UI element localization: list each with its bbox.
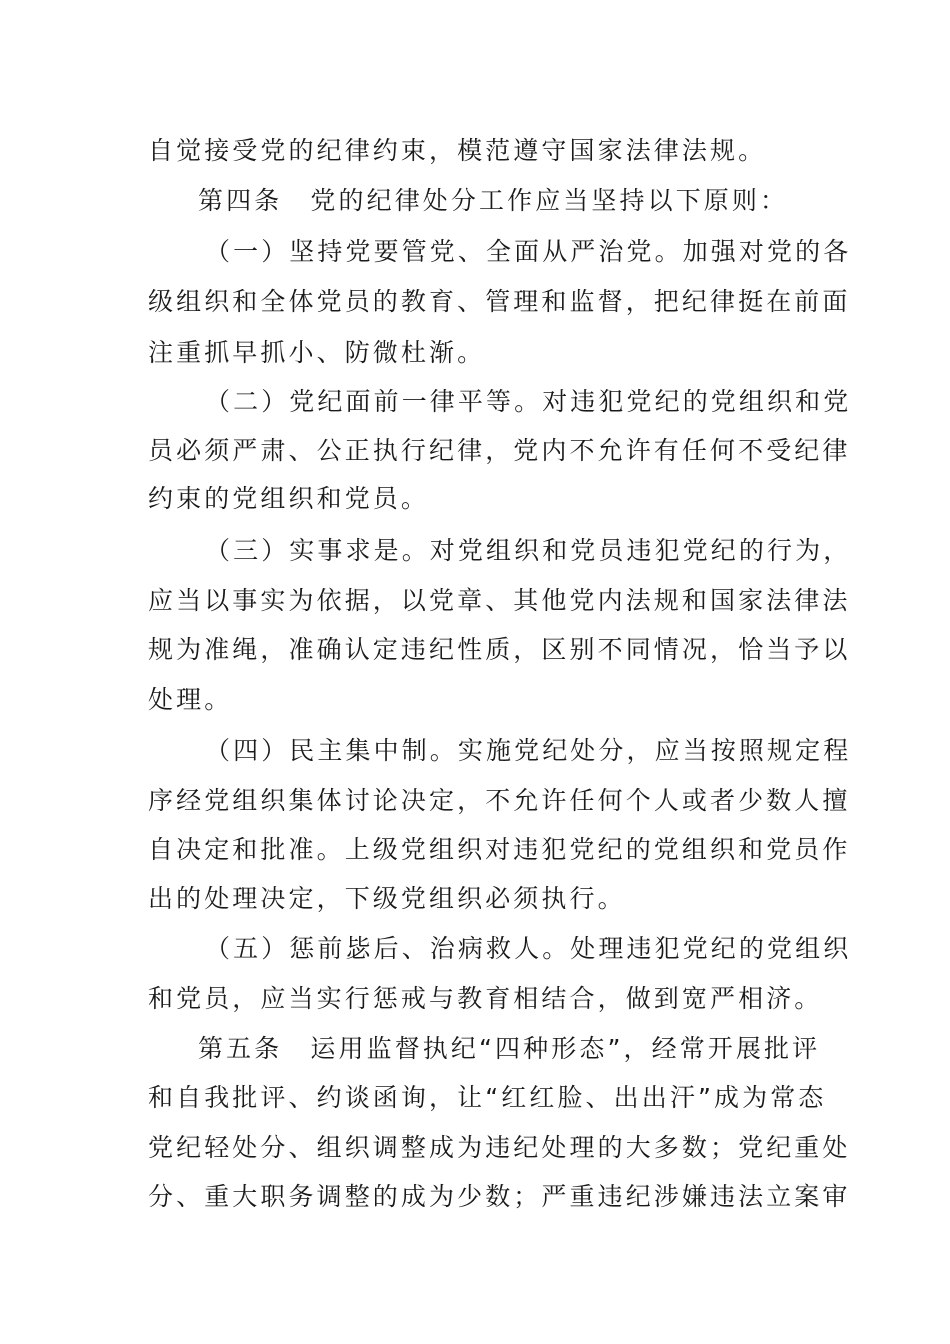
text-line: 和党员，应当实行惩戒与教育相结合，做到宽严相济。 [148,984,823,1013]
text-line: 规为准绳，准确认定违纪性质，区别不同情况，恰当予以 [148,635,851,664]
clause-line: （五）惩前毖后、治病救人。处理违犯党纪的党组织 [205,934,852,963]
text-line: 党纪轻处分、组织调整成为违纪处理的大多数；党纪重处 [148,1133,851,1162]
clause-line: （一）坚持党要管党、全面从严治党。加强对党的各 [205,237,852,266]
text-line: 出的处理决定，下级党组织必须执行。 [148,884,626,913]
clause-line: （四）民主集中制。实施党纪处分，应当按照规定程 [205,736,852,765]
text-line: 注重抓早抓小、防微杜渐。 [148,338,486,367]
text-line: 员必须严肃、公正执行纪律，党内不允许有任何不受纪律 [148,436,851,465]
text-line: 级组织和全体党员的教育、管理和监督，把纪律挺在前面 [148,287,851,316]
text-line: 自觉接受党的纪律约束，模范遵守国家法律法规。 [148,136,767,165]
article-heading: 第五条 运用监督执纪“四种形态”，经常开展批评 [198,1034,821,1063]
text-line: 约束的党组织和党员。 [148,484,430,513]
text-line: 自决定和批准。上级党组织对违犯党纪的党组织和党员作 [148,835,851,864]
clause-line: （二）党纪面前一律平等。对违犯党纪的党组织和党 [205,387,852,416]
text-line: 应当以事实为依据，以党章、其他党内法规和国家法律法 [148,586,851,615]
text-line: 序经党组织集体讨论决定，不允许任何个人或者少数人擅 [148,786,851,815]
article-heading: 第四条 党的纪律处分工作应当坚持以下原则： [198,186,789,215]
clause-line: （三）实事求是。对党组织和党员违犯党纪的行为， [205,536,852,565]
text-line: 分、重大职务调整的成为少数；严重违纪涉嫌违法立案审 [148,1182,851,1211]
text-line: 处理。 [148,685,233,714]
text-line: 和自我批评、约谈函询，让“红红脸、出出汗”成为常态 [148,1083,827,1112]
